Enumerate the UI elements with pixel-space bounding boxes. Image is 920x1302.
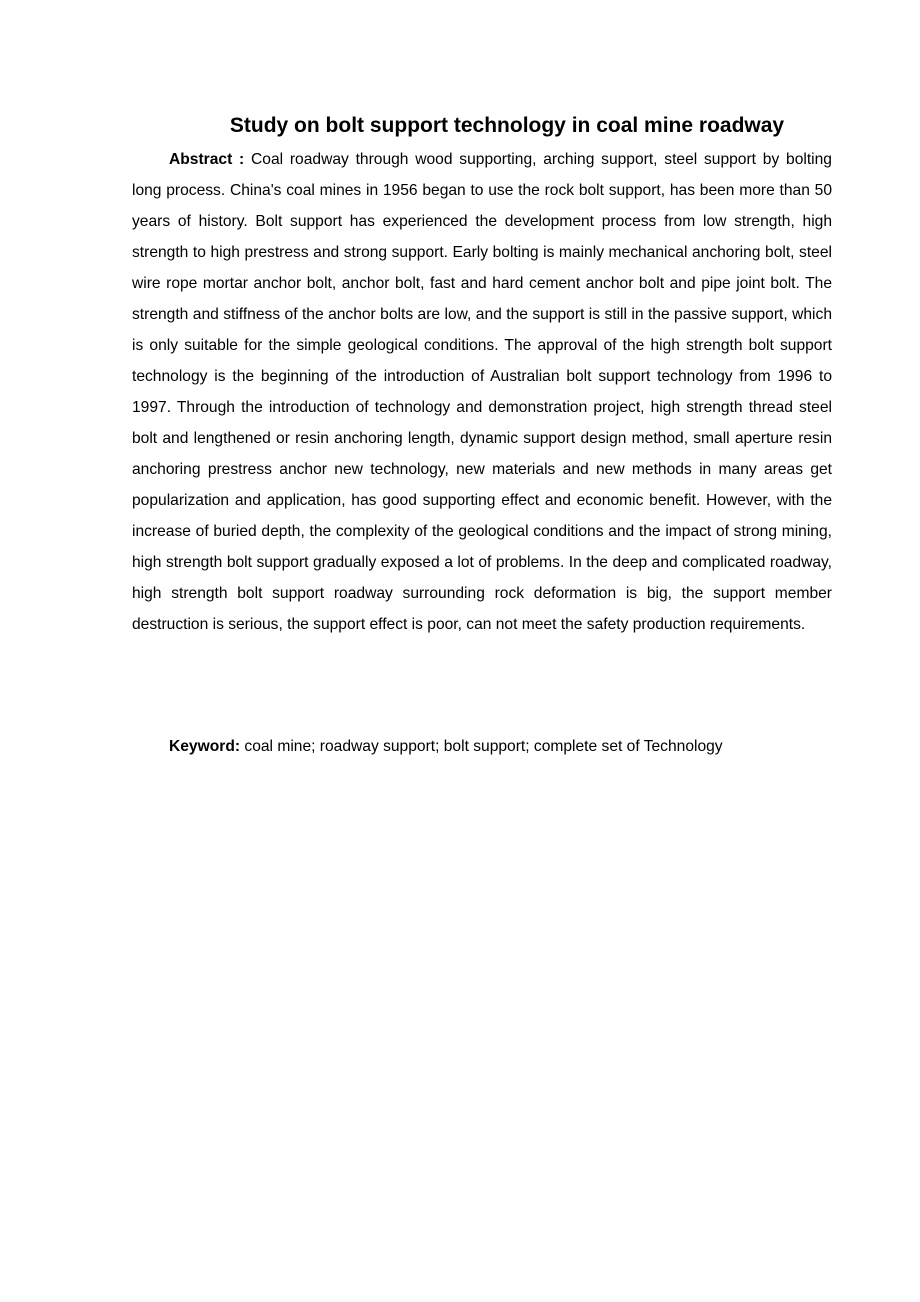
abstract-label: Abstract : <box>169 151 245 168</box>
keywords-text: coal mine; roadway support; bolt support; complete set of Technology <box>244 738 723 755</box>
keywords-label: Keyword: <box>169 738 241 755</box>
document-title: Study on bolt support technology in coal mine roadway <box>229 114 785 137</box>
abstract-text: Coal roadway through wood supporting, arching support, steel support by bolting long process. China's coal mines in 1956 began to use the rock bolt support, has been more than 50 years of history. Bolt support has experienced the development process from low strength, high strength to high prestress and strong support. Early bolting is mainly mechanical anchoring bolt, steel wire rope mortar anchor bolt, anchor bolt, fast and hard cement anchor bolt and pipe joint bolt. The strength and stiffness of the anchor bolts are low, and the support is still in the passive support, which is only suitable for the simple geological conditions. The approval of the high strength bolt support technology is the beginning of the introduction of Australian bolt support technology from 1996 to 1997. Through the introduction of technology and demonstration project, high strength thread steel bolt and lengthened or resin anchoring length, dynamic support design method, small aperture resin anchoring prestress anchor new technology, new materials and new methods in many areas get popularization and application, has good supporting effect and economic benefit. However, with the increase of buried depth, the complexity of the geological conditions and the impact of strong mining, high strength bolt support gradually exposed a lot of problems. In the deep and complicated roadway, high strength bolt support roadway surrounding rock deformation is big, the support member destruction is serious, the support effect is poor, can not meet the safety production requirements. <box>132 151 832 633</box>
keywords-paragraph <box>132 731 832 762</box>
abstract-paragraph <box>132 144 832 640</box>
